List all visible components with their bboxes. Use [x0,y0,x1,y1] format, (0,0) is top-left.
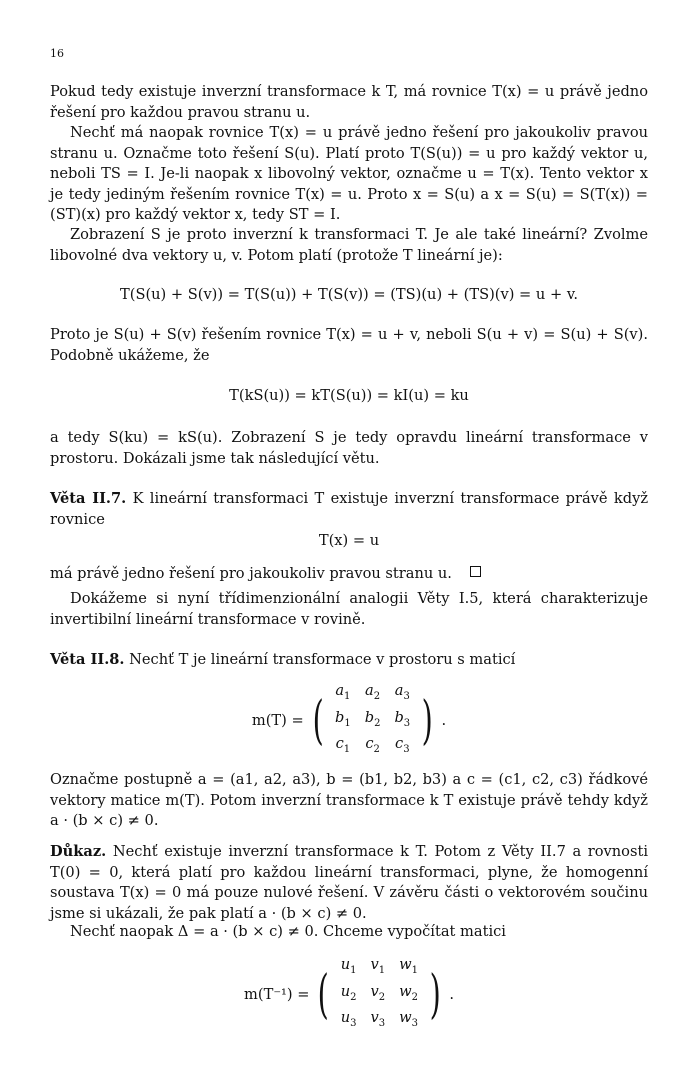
matrix-row [328,734,417,761]
matrix-cell: $b_2$ [364,708,381,729]
page-number: 16 [50,47,64,60]
paragraph-2: Nechť má naopak rovnice T(x) = u právě jedno řešení pro jakoukoliv pravou stranu u. Označme toto řešení S(u). Platí proto T(S(u)) = u pro každý vektor u, neboli TS = I. Je-li naopak x libovolný vektor, označme u = T(x). Tento vektor x je tedy jediným řešením rovnice T(x) = u. Proto x = S(u) a x = S(u) = S(T(x)) = (ST)(x) pro každý vektor x, tedy ST = I. [50,124,648,224]
matrix-mTinv-lhs: m(T⁻¹) = [244,985,310,1003]
matrix-cell: $c_2$ [365,735,380,756]
matrix-row [334,955,425,982]
proof-text: Nechť existuje inverzní transformace k T. Potom z Věty II.7 a rovnosti T(0) = 0, která platí pro každou lineární transformaci, plyne, že homogenní soustava T(x) = 0 má pouze nulové řešení. V závěru části o vektorovém součinu jsme si ukázali, že pak platí a · (b × c) ≠ 0. [50,843,648,922]
matrix-mT-period: . [441,711,447,729]
paragraph-4: Proto je S(u) + S(v) řešením rovnice T(x) = u + v, neboli S(u + v) = S(u) + S(v). Podobně ukážeme, že [50,326,648,364]
paragraph-1: Pokud tedy existuje inverzní transformace k T, má rovnice T(x) = u právě jedno řešení pro každou pravou stranu u. [50,83,648,121]
theorem-II8 [50,650,648,671]
matrix-cell: $v_1$ [370,956,386,977]
left-paren-icon: ( [312,691,324,751]
matrix-mT [50,682,648,756]
paragraph-5: a tedy S(ku) = kS(u). Zobrazení S je tedy opravdu lineární transformace v prostoru. Dokázali jsme tak následující větu. [50,429,648,467]
equation-2: T(kS(u)) = kT(S(u)) = kI(u) = ku [229,387,469,404]
right-paren-icon: ) [421,691,433,751]
theorem-II7-text: K lineární transformaci T existuje inverzní transformace právě když rovnice [50,490,649,528]
matrix-mT-lhs: m(T) = [251,711,304,729]
paragraph-7: Označme postupně a = (a1, a2, a3), b = (b1, b2, b3) a c = (c1, c2, c3) řádkové vektory matice m(T). Potom inverzní transformace k T existuje právě tehdy když a · (b × c) ≠ 0. [50,771,648,830]
matrix-cell: $b_1$ [335,708,351,729]
matrix-cell: $u_3$ [340,1009,357,1030]
theorem-II7-tail-text: má právě jedno řešení pro jakoukoliv pravou stranu u. [50,565,452,582]
matrix-mTinv-body [313,955,445,1035]
matrix-row [334,982,425,1009]
right-paren-icon: ) [429,965,441,1025]
matrix-mTinv [50,956,648,1030]
paragraph-8: Nechť naopak Δ = a · (b × c) ≠ 0. Chceme vypočítat matici [70,923,506,940]
matrix-cell: $a_2$ [365,682,381,703]
matrix-cell: $a_1$ [335,682,351,703]
matrix-cell: $w_1$ [399,956,419,977]
matrix-cell: $c_1$ [335,735,351,756]
matrix-cell: $v_2$ [370,982,386,1003]
theorem-II7 [50,489,648,530]
matrix-cell: $b_3$ [394,708,411,729]
matrix-row [328,681,417,708]
qed-square-icon [470,566,481,577]
proof [50,842,648,924]
matrix-mTinv-period: . [449,985,454,1003]
matrix-cell: $u_1$ [340,956,357,977]
matrix-mT-table [328,681,417,761]
matrix-cell: $u_2$ [340,982,357,1003]
matrix-cell: $c_3$ [395,735,410,756]
matrix-mTinv-table [334,955,425,1035]
theorem-II8-label: Věta II.8. [50,651,125,668]
matrix-cell: $w_2$ [399,982,419,1003]
equation-3: T(x) = u [318,532,380,549]
theorem-II7-label: Věta II.7. [50,490,127,507]
matrix-row [334,1008,425,1035]
left-paren-icon: ( [318,965,330,1025]
matrix-cell: $v_3$ [370,1009,386,1030]
paragraph-3: Zobrazení S je proto inverzní k transformaci T. Je ale také lineární? Zvolme libovolné dva vektory u, v. Potom platí (protože T lineární je): [50,226,648,264]
theorem-II7-tail [50,564,648,585]
paragraph-6: Dokážeme si nyní třídimenzionální analogii Věty I.5, která charakterizuje invertibilní lineární transformace v rovině. [50,590,648,628]
equation-1: T(S(u) + S(v)) = T(S(u)) + T(S(v)) = (TS)(u) + (TS)(v) = u + v. [120,286,578,303]
matrix-cell: $w_3$ [399,1009,419,1030]
matrix-cell: $a_3$ [394,682,410,703]
matrix-mT-body [308,681,438,761]
proof-label: Důkaz. [50,843,107,860]
theorem-II8-text: Nechť T je lineární transformace v prostoru s maticí [129,651,516,668]
matrix-row [328,708,417,735]
